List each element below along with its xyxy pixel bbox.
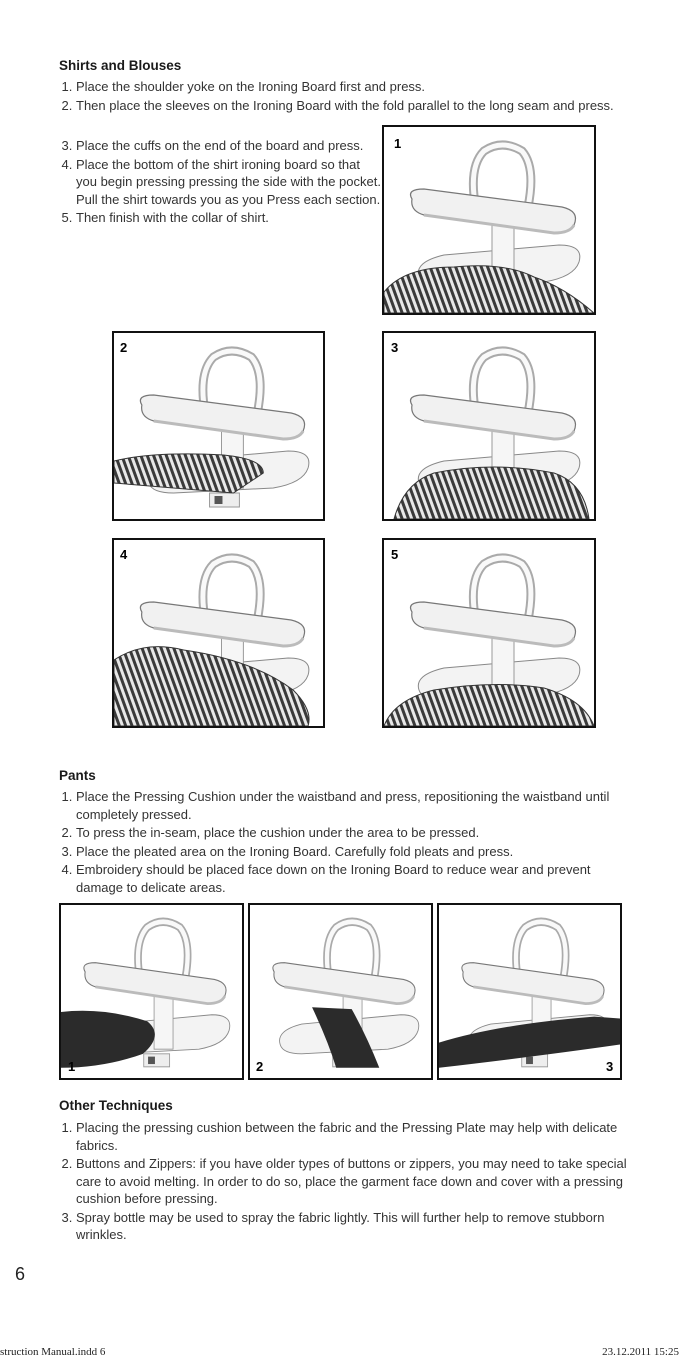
- pants-step-4: 4. Embroidery should be placed face down on the Ironing Board to reduce wear and prevent damage to delicate areas.: [76, 861, 641, 896]
- other-step-1: 1. Placing the pressing cushion between the fabric and the Pressing Plate may help with delicate fabrics.: [76, 1119, 641, 1154]
- shirts-steps-side: [59, 137, 381, 228]
- shirt-figure-2: [112, 331, 325, 521]
- figure-number: 5: [391, 547, 399, 562]
- steam-press-illustration-icon: [61, 905, 242, 1078]
- shirts-step-1: 1. Place the shoulder yoke on the Ironing Board first and press.: [76, 78, 641, 96]
- pants-steps: [59, 788, 641, 897]
- footer-filename: struction Manual.indd 6: [0, 1346, 106, 1358]
- steam-press-illustration-icon: [114, 333, 323, 519]
- page-number: 6: [15, 1264, 26, 1284]
- shirts-step-5: 5. Then finish with the collar of shirt.: [76, 209, 381, 227]
- pants-step-1: 1. Place the Pressing Cushion under the waistband and press, repositioning the waistband until completely pressed.: [76, 788, 641, 823]
- shirts-steps-full: [59, 78, 641, 115]
- shirt-figure-1: [382, 125, 596, 315]
- figure-number: 2: [256, 1059, 264, 1074]
- steam-press-illustration-icon: [114, 540, 323, 726]
- shirt-figure-5: [382, 538, 596, 728]
- pants-step-3: 3. Place the pleated area on the Ironing Board. Carefully fold pleats and press.: [76, 843, 641, 861]
- steam-press-illustration-icon: [250, 905, 431, 1078]
- other-step-2: 2. Buttons and Zippers: if you have older types of buttons or zippers, you may need to take special care to avoid melting. In order to do so, place the garment face down and cover with a pressing cushion before pressing.: [76, 1155, 641, 1208]
- pants-figure-3: [437, 903, 622, 1080]
- steam-press-illustration-icon: [384, 540, 594, 726]
- steam-press-illustration-icon: [384, 127, 594, 313]
- figure-number: 1: [394, 136, 402, 151]
- shirts-step-4: 4. Place the bottom of the shirt ironing board so that you begin pressing pressing the side with the pocket. Pull the shirt towards you as you Press each section.: [76, 156, 381, 209]
- figure-number: 3: [606, 1059, 614, 1074]
- pants-heading: Pants: [59, 768, 96, 783]
- figure-number: 2: [120, 340, 128, 355]
- figure-number: 1: [68, 1059, 76, 1074]
- shirts-heading: Shirts and Blouses: [59, 58, 182, 73]
- figure-number: 3: [391, 340, 399, 355]
- pants-figure-1: [59, 903, 244, 1080]
- other-steps: [59, 1119, 641, 1245]
- other-step-3: 3. Spray bottle may be used to spray the fabric lightly. This will further help to remove stubborn wrinkles.: [76, 1209, 641, 1244]
- shirts-step-2: 2. Then place the sleeves on the Ironing Board with the fold parallel to the long seam and press.: [76, 97, 641, 115]
- footer-timestamp: 23.12.2011 15:25: [602, 1346, 679, 1358]
- pants-figure-2: [248, 903, 433, 1080]
- shirts-step-3: 3. Place the cuffs on the end of the board and press.: [76, 137, 381, 155]
- steam-press-illustration-icon: [439, 905, 620, 1078]
- shirt-figure-3: [382, 331, 596, 521]
- other-heading: Other Techniques: [59, 1098, 173, 1113]
- steam-press-illustration-icon: [384, 333, 594, 519]
- pants-step-2: 2. To press the in-seam, place the cushion under the area to be pressed.: [76, 824, 641, 842]
- figure-number: 4: [120, 547, 128, 562]
- shirt-figure-4: [112, 538, 325, 728]
